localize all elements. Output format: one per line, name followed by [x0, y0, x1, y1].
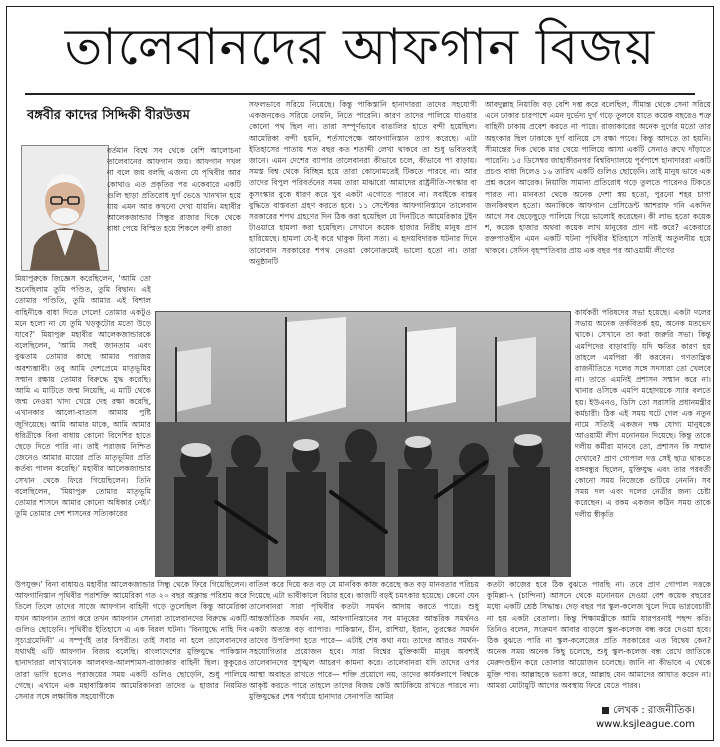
website-link[interactable]: www.ksjleague.com — [595, 719, 695, 730]
column-top-right: আবদুল্লাহ নিয়াজি বড় বেশি দম্ভ করে বলেছিল, সীমান্ত থেকে সেনা সরিয়ে এনে ঢাকার চারপাশে এমন দুর্ভেদ্য দুর্গ গড়ে তুলবে যাতে কয়েক বছরেও শত্রু বাহিনী ঢাকায় প্রবেশ করতে না পারে। রাজাকারের অনেক দুর্গের মতো তার অহংকার ছিল ঢাকাকে দুর্গ বানিয়ে সে রক্ষা পাবে। কিন্তু আদতে তা হয়নি। সীমান্তের দিক থেকে মার খেয়ে পালিয়ে আসা একটি সেনাও রুখে দাঁড়াতে পারেনি। ১৫ ডিসেম্বর জাহাঙ্গীরনগর বিশ্ববিদ্যালয়ে পূর্বপাশে হানাদাররা একটি প্রচণ্ড বাধা দিলেও ১৬ তারিখ একটি গুলিও ছোড়েনি। তাই মানুষ ভাবে এক প্রশ্ন করেন আরেক। নিয়াজি সামান্য প্রতিরোধ গড়ে তুলতে পারেনও টিকতে পারত না। মানবতা থেকে অনেক দেশা স্বয় হতো, পুরনো শহর চাপা জনকিবহুল হতো। অনাকিকে আফগান প্রেসিডেন্ট আশরাফ গনি একদিন আগে সব ছেড়েছুড়ে পালিয়ে গিয়ে ভালোই করেছেন। কী লাভ হতো কয়েক শ, কয়েক হাজার অথবা কয়েক লাখ মানুষের প্রাণ নষ্ট করে? একেবারে রক্তপাতহীন এমন একটি ঘটনা পৃথিবীর ইতিহাসে সত্যিই অতুলনীয় হয়ে থাকবে। সেদিন বৃহস্পতিবার প্রায় এক বছর পর আওয়ামী লীগের — [485, 100, 711, 255]
author-portrait — [21, 145, 109, 271]
byline: বঙ্গবীর কাদের সিদ্দিকী বীরউত্তম — [27, 108, 190, 123]
square-bullet-icon — [602, 707, 609, 714]
column-right-body: কার্যকরী পরিষদের সভা হয়েছে। একটা দলের সভায় অনেক তর্কবিতর্ক হয়, অনেক মতভেদ থাকে। সেখানে তা করা জরুরি সভা। কিন্তু এমপিদের বাড়াবাড়ি যদি ক্ষতির কারণ হয় তাহলে এমপিরা কী করবেন। গণতান্ত্রিক রাজনীতিতে দলের সঙ্গে সদস্যরা তো খেলবে না। তাতে এমনিই প্রশাসন সম্মান করে না। থানার ওসিকে এমপি মহোদয়কে স্যার বলতে হয়। ইউএনও, ডিসি তো সরাসরি প্রধানমন্ত্রীর কর্মচারী। ঠিক এই সময় ঘটে গেল এক নতুন নামে সত্যিই একজন দক্ষ যোগ্য মানুষকে আওয়ামী লীগ মনোনয়ন দিয়েছে। কিন্তু তাকে দলীয় কর্মীরা মানবে তো, প্রশাসন কি সম্মান দেখাবে? প্রাণ গোপাল দত্ত সেই ছাত্র থাকতে বঙ্গবন্ধুর ছিলেন, মুক্তিযুদ্ধ এবং তার পরবর্তী কোনো সময় নিজেকে গুটিয়ে নেননি। সব সময় দল এবং দলের নেত্রীর জন্য চেষ্টা করেছেন। এ রকম একজন কঠিন সময় তাকে দলীয় স্বীকৃতি — [575, 308, 711, 519]
newspaper-page — [6, 6, 714, 741]
headline: তালেবানদের আফগান বিজয় — [64, 18, 656, 76]
column-bottom-middle: বাতিল করে দিয়ে কত বড় যে মানবিক কাজ করেছে কত বড় মানবতার পরিচয় দিয়েছে এটা ভাবীকালে বিচার হবে। কাজটি বড়ই চমৎকার হয়েছে। কেনো যেন তালেবানরা সারা পৃথিবীর কতটা সমর্থন আদায় করতে পারে। শুধু আন্তর্জাতিক সমর্থন নয়, আফগানিস্তানের সব মানুষের আন্তরিক সমর্থনও একটা অত্যন্ত বড় ব্যাপার। পাকিস্তান, চীন, রাশিয়া, ইরান, তুরস্কের সমর্থন তাদের উপরিপদা হতে পারে— এটাই শেষ কথা নয়। তাদের আরও সমর্থন-সহযোগিতার প্রয়োজন হবে। সারা বিশ্বের মুক্তিকামী মানুষ অবশ্যই তালেবানদের সুশৃঙ্খল আচরণ কামনা করে। তালেবানরা যদি তাদের ওপর আস্থা অবাহত রাখতে পারে— শক্তি প্রয়োগে নয়, তাদের কার্যকলাপে বিশ্বকে আকৃষ্ট করতে পারে তাহলে তাদের বিজয় কেউ আটকিয়ে রাখতে পারবে না। মুক্তিযুদ্ধের শেষ পর্যায়ে হানাদার সেনাপতি আমির — [249, 580, 479, 702]
taliban-crowd-photo — [156, 312, 570, 576]
column-left-body: মিয়াপুরুকে জিজ্ঞেস করেছিলেন, 'আমি তো শুনেছিলাম তুমি পণ্ডিত, তুমি বিদ্বান। এই তোমার পণ্ডিতি, তুমি আমার এই বিশাল বাহিনীকে বাধা দিতে গেলে! তোমার একটুও মনে হলো না যে তুমি খড়কুটোর মতো উড়ে যাবে?' মিয়াপুরু মহাবীর আলেকজান্ডারকে বলেছিলেন, 'আমি সবই জানতাম এবং বুঝতাম তোমার কাছে আমার পরাজয় অবশ্যম্ভাবী। তবু আমি দেশপ্রেমে মাতৃভূমির সম্মান রক্ষায় তোমার বিরুদ্ধে যুদ্ধ করেছি। আমি এ মাটিতে জন্ম নিয়েছি, এ মাটি থেকে জন্ম নেওয়া খাদ্য খেয়ে দেহ রক্ষা করেছি, এখানকার আলো-বাতাস আমায় পুষ্টি জুগিয়েছে। আমি আমার মাকে, আমি আমার ধরিত্রীকে বিনা বাধায় কোনো বিদেশির হাতে ছেড়ে দিতে পারি না। তাই পরাজয় নিশ্চিত জেনেও আমার মায়ের প্রতি মাতৃভূমির প্রতি কর্তব্য পালন করেছি।' মহাবীর আলেকজান্ডার সেখান থেকে ফিরে গিয়েছিলেন। তিনি বলেছিলেন, 'মিয়াপুরু তোমার মাতৃভূমি তোমার শাসনে আমার কোনো অধিকার নেই।' তুমি তোমার দেশ শাসনের সত্যিকারের — [15, 274, 151, 519]
news-photo — [155, 311, 571, 577]
author-portrait-image — [22, 146, 108, 270]
author-note — [602, 703, 695, 720]
author-note-text: লেখক : রাজনীতিক। — [613, 705, 695, 716]
column-top-left: বর্তমান বিশ্বে সব থেকে বেশি আলোচনা তালেবানের আফগান জয়। আফগান দখল না বলে জয় বলছি এজন্য যে পৃথিবীর আর কোথাও এত প্রকৃতির পর একেবারে একটি গুলি ছাড়া প্রতিরোধ দুর্গ ভেঙে খানখান হয়ে যায় এমন আর কখনো দেখা যায়নি। মহাবীর আলেকজান্ডার সিন্ধুর রাজার দিকে থেকে বাধা পেয়ে বিস্মিত হয়ে শিকলে বন্দী রাজা — [107, 146, 241, 234]
column-top-middle: সফলভাবে সরিয়ে নিয়েছে। কিন্তু পাকিস্তানি হানাদাররা তাদের সহযোগী একজনকেও সরিয়ে নেয়নি, নিতে পারেনি। কারণ তাদের পালিয়ে যাওয়ার কোনো পথ ছিল না। তারা সম্পূর্ণভাবে বাঙালির হাতে বন্দী হয়েছিল। আমেরিকা বন্দী হয়নি, শর্তসাপেক্ষে আফগানিস্তান ত্যাগ করেছে। এটা ইতিহাসের পাতায় শত বছর কত শতাব্দী লেখা থাকবে তা শুধু ভবিতব্যই জানে। এমন দেশের ব্যাপার তালেবানরা কীভাবে চলে, কীভাবে পা বাড়ায়। সমস্ত বিশ্ব থেকে বিচ্ছিন্ন হয়ে তারা কোনোমতেই টিকতে পারবে না। আর তাদের বিপুল পরিবর্তনের সময় তারা মাঝারো আমাদের রাষ্ট্রনীতি-সংস্কার বা কুসংস্কার বুকে ধারণ করে খুব একটা এগোতে পারবে না। সবাইকে বাস্তব বুদ্ধিতে বাস্তবতা গ্রহণ করতে হবে। ১১ সেপ্টেম্বর আফগানিস্তানে তালেবান সরকারের শপথ গ্রহণের দিন ঠিক করা হয়েছিল যে দিনটিতে আমেরিকার টুইন টাওয়ারে হামলা করা হয়েছিল। সেখানে কয়েক হাজার নিরীহ মানুষ প্রাণ হারিয়েছে। হামলা যে-ই করে থাকুক যিনা সত্য। এ হৃদয়বিদারক ঘটনার দিনে তালেবান সরকারের শপথ নেওয়া কোনোক্রমেই ভালো হতো না। তারা অনুষ্ঠানটি — [249, 100, 477, 266]
column-bottom-left: উপযুক্ত।' বিনা বাধায়ও মহাবীর আলেকজান্ডার সিন্ধু থেকে ফিরে গিয়েছিলেন। আফগানিস্তান পৃথিবীর পরাশক্তি আমেরিকা গত ২০ বছর অক্লান্ত পরিশ্রম করে তিলে তিলে তাদের সাজে আফগান বাহিনী গড়ে তুলেছিল কিন্তু আমেরিকা যখন আফগান ত্যাগ করে তখন আফগান সেনারা তালেবানদের বিরুদ্ধে একটি গুলিও ছোড়েনি। পৃথিবীর ইতিহাসে এ এক বিরল ঘটনা। 'বিনাযুদ্ধে নাহি দিব সূচ্যগ্রমেদিনী' এ সম্পূর্ণই তার বিপরীত। তাই সবার না হলে তালেবানদের যথার্থই এটি আফগান বিজয় বলেছি। বাংলাদেশের মুক্তিযুদ্ধে পাকিস্তান হানাদাররা লাখখানেক আলবদর-আলশামস-রাজাকার বাহিনী ছিল। কুকুরেও তারা ভাগি হলেও পরাজয়ের সময় একটি গুলিও ছোড়েনি, শুধু পালিয়ে গেছে। এখানে এক মহাবাস্তিকাম আমেরিকানরা তাদের ৬ হাজার নিয়মিত সেনার সঙ্গে লক্ষাধিক সহযোগীকে — [15, 580, 247, 702]
headline-rule — [25, 93, 695, 95]
column-bottom-right: কতটা কাজের হবে ঠিক বুঝতে পারছি না। তবে প্রাণ গোপাল দত্তকে কুমিল্লা-৭ (চান্দিনা) আসনে থেকে মনোনয়ন দেওয়া বেশ কয়েক বছরের মধ্যে একটি শ্রেষ্ঠ সিদ্ধান্ত। দেড় বছর পর স্কুল-কলেজ খুলে দিয়ে ভাগ্নবেচারী না হয় একটা বেতালা। কিন্তু শিক্ষামন্ত্রীকে আমি যারপরনাই পছন্দ করি। তিনিও বলেন, সংক্রমণ আবার বাড়লে স্কুল-কলেজ বন্ধ করে দেওয়া হবে। ঠিক বুঝতে পারি না স্কুল-কলেজের প্রতি সরকারের এত বিদ্বেষ কেন? অনেক সময় অনেক কিছু চলেছে, শুধু স্কুল-কলেজ বন্ধ রেখে জাতিকে মেরুদণ্ডহীন করে তোলার আয়োজন চলেছে। জানি না কীভাবে এ থেকে মুক্তি পাব। আল্লাহকে ভরসা করে, আল্লাহ যেন আমাদের আঘাত করেন না। আমরা মোটামুটি আগের অবস্থায় ফিরে যেতে পারব। — [487, 580, 711, 690]
